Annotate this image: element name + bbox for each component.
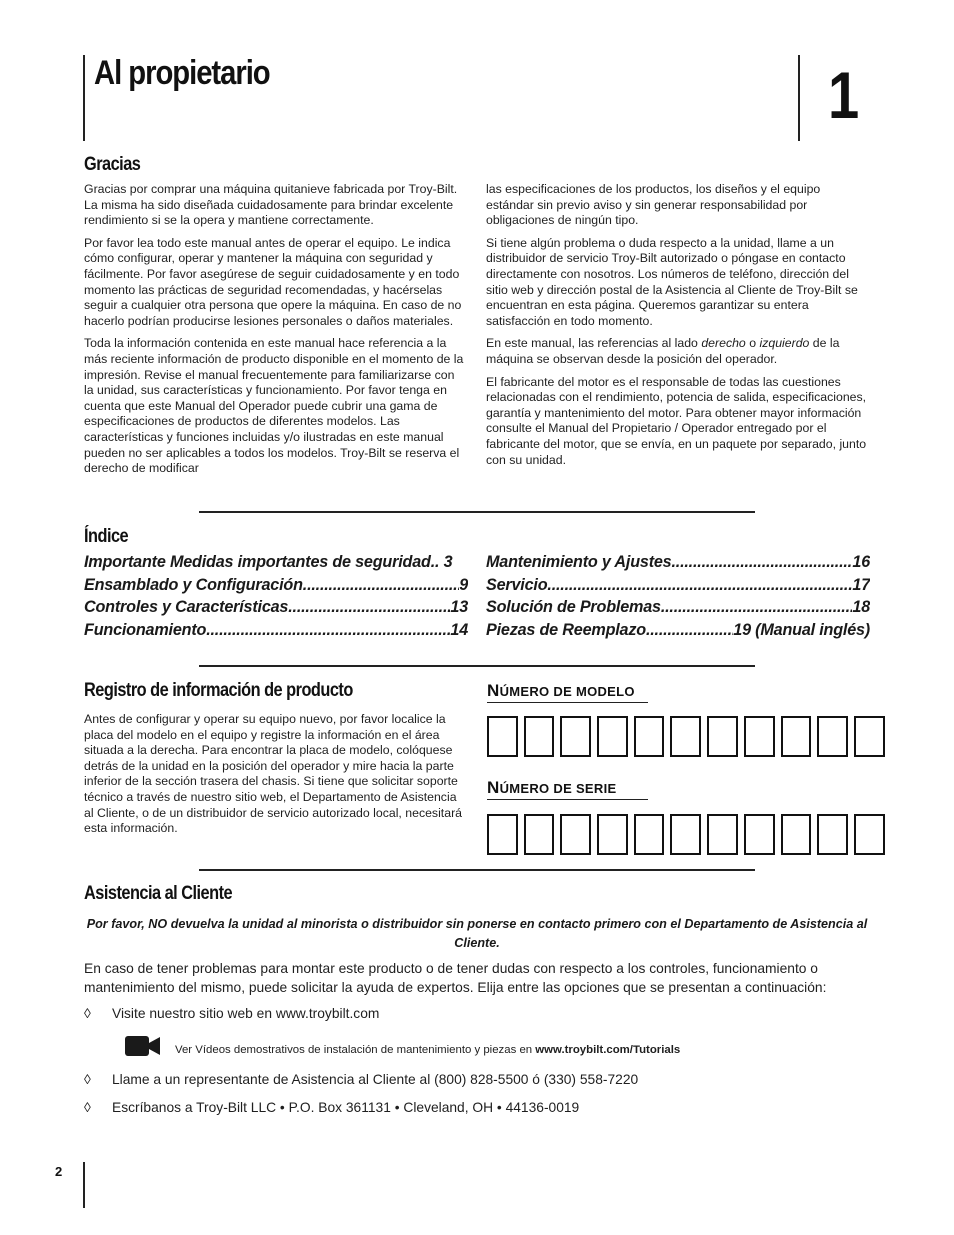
gracias-paragraph: las especificaciones de los productos, los diseños y el equipo estándar sin previo aviso y sin generar responsabilidad por obligaciones de ningún tipo. bbox=[486, 182, 821, 228]
serial-digit-box[interactable] bbox=[524, 814, 555, 855]
option-phone bbox=[84, 1072, 638, 1087]
model-digit-box[interactable] bbox=[597, 716, 628, 757]
model-digit-box[interactable] bbox=[854, 716, 885, 757]
return-warning: Por favor, NO devuelva la unidad al minorista o distribuidor sin ponerse en contacto primero con el Departamento de Asistencia al Cliente. bbox=[86, 917, 868, 950]
asistencia-heading: Asistencia al Cliente bbox=[84, 883, 233, 904]
chapter-title: Al propietario bbox=[94, 54, 270, 92]
video-tutorials-row bbox=[124, 1034, 680, 1063]
model-digit-box[interactable] bbox=[670, 716, 701, 757]
website-link[interactable]: Visite nuestro sitio web en www.troybilt.com bbox=[112, 1006, 380, 1021]
option-website bbox=[84, 1006, 379, 1021]
model-digit-box[interactable] bbox=[560, 716, 591, 757]
toc-entry[interactable]: Piezas de Reemplazo ..... 19 (Manual inglés) bbox=[486, 619, 870, 642]
toc-entry[interactable]: Importante Medidas importantes de seguridad .. 3 bbox=[84, 553, 453, 571]
gracias-paragraph: Por favor lea todo este manual antes de operar el equipo. Le indica cómo configurar, operar y mantener la máquina con seguridad y fácilmente. Por favor asegúrese de seguir cuidadosamente y en todo momento las prácticas de seguridad recomendadas, y hacérselas seguir a cualquier otra persona que opere la máquina. En caso de no hacerlo podrían producirse lesiones personales o daños materiales. bbox=[84, 235, 462, 328]
gracias-left-column bbox=[84, 182, 466, 484]
section-divider bbox=[199, 869, 755, 871]
gracias-paragraph: Toda la información contenida en este manual hace referencia a la más reciente información de producto disponible en el momento de la impresión. Revise el manual frecuentemente para familiarizarse con la unidad, sus características y funcionamiento. Por favor tenga en cuenta que este Manual del Operador puede cubrir una gama de especificaciones de productos de diferentes modelos. Las características y funciones incluidas y/o ilustradas en este manual pueden no ser aplicables a todos los modelos. Troy-Bilt se reserva el derecho de modificar bbox=[84, 336, 464, 476]
toc-entry[interactable]: Servicio ..... 17 bbox=[486, 574, 870, 597]
mail-address-text: Escríbanos a Troy-Bilt LLC • P.O. Box 361131 • Cleveland, OH • 44136-0019 bbox=[112, 1100, 580, 1115]
footer-bar bbox=[83, 1162, 85, 1208]
serial-digit-box[interactable] bbox=[781, 814, 812, 855]
tutorials-link[interactable]: www.troybilt.com/Tutorials bbox=[535, 1043, 681, 1056]
toc-entry[interactable]: Mantenimiento y Ajustes ..... 16 bbox=[486, 551, 870, 574]
toc-entry[interactable]: Solución de Problemas ..... 18 bbox=[486, 596, 870, 619]
chapter-bar-right bbox=[798, 55, 800, 141]
option-mail bbox=[84, 1100, 579, 1115]
model-digit-box[interactable] bbox=[524, 716, 555, 757]
video-tutorials-text: Ver Vídeos demostrativos de instalación de mantenimiento y piezas en www.troybilt.com/Tutorials bbox=[175, 1043, 681, 1056]
bullet-diamond-icon: ◊ bbox=[84, 1072, 91, 1087]
serial-digit-box[interactable] bbox=[560, 814, 591, 855]
bullet-diamond-icon: ◊ bbox=[84, 1006, 91, 1021]
gracias-paragraph: Si tiene algún problema o duda respecto a la unidad, llame a un distribuidor de servicio Troy-Bilt autorizado o póngase en contacto directamente con nosotros. Los números de teléfono, dirección del sitio web y dirección postal de la Asistencia al Cliente de Troy-Bilt se encuentran en esta página. Queremos garantizar su entera satisfacción en todo momento. bbox=[486, 235, 858, 328]
gracias-heading: Gracias bbox=[84, 154, 141, 175]
gracias-right-column bbox=[486, 182, 870, 475]
toc-right-column bbox=[486, 551, 870, 641]
serial-digit-box[interactable] bbox=[817, 814, 848, 855]
chapter-number: 1 bbox=[828, 58, 860, 132]
serial-digit-box[interactable] bbox=[854, 814, 885, 855]
gracias-paragraph: Gracias por comprar una máquina quitanieve fabricada por Troy-Bilt. La misma ha sido diseñada cuidadosamente para brindar excelente rendimiento si se la opera y mantiene correctamente. bbox=[84, 182, 458, 228]
model-digit-box[interactable] bbox=[781, 716, 812, 757]
model-label-underline bbox=[487, 702, 648, 703]
gracias-paragraph: En este manual, las referencias al lado derecho o izquierdo de la máquina se observan desde la posición del operador. bbox=[486, 336, 840, 366]
model-digit-box[interactable] bbox=[744, 716, 775, 757]
model-number-boxes[interactable] bbox=[487, 716, 885, 757]
emphasis-text: derecho bbox=[701, 336, 746, 351]
video-camera-icon bbox=[124, 1034, 161, 1063]
serial-digit-box[interactable] bbox=[744, 814, 775, 855]
serial-number-label: NÚMERO DE SERIE bbox=[487, 778, 617, 797]
serial-digit-box[interactable] bbox=[487, 814, 518, 855]
toc-entry[interactable]: Ensamblado y Configuración ..... 9 bbox=[84, 574, 468, 597]
model-digit-box[interactable] bbox=[487, 716, 518, 757]
gracias-paragraph: El fabricante del motor es el responsable de todas las cuestiones relacionadas con el rendimiento, potencia de salida, especificaciones, garantía y mantenimiento del motor. Para obtener mayor información consulte el Manual del Propietario / Operador entregado por el fabricante del motor, que se envía, en un paquete por separado, junto con su unidad. bbox=[486, 374, 867, 467]
registro-heading: Registro de información de producto bbox=[84, 680, 353, 701]
serial-digit-box[interactable] bbox=[707, 814, 738, 855]
serial-label-underline bbox=[487, 799, 648, 800]
model-digit-box[interactable] bbox=[707, 716, 738, 757]
emphasis-text: izquierdo bbox=[759, 336, 810, 351]
toc-left-column bbox=[84, 551, 468, 641]
chapter-bar-left bbox=[83, 55, 85, 141]
serial-number-boxes[interactable] bbox=[487, 814, 885, 855]
model-digit-box[interactable] bbox=[817, 716, 848, 757]
section-divider bbox=[199, 665, 755, 667]
assistance-intro: En caso de tener problemas para montar este producto o de tener dudas con respecto a los controles, funcionamiento o mantenimiento del mismo, puede solicitar la ayuda de expertos. Elija entre las opciones que se presentan a continuación: bbox=[84, 961, 827, 996]
bullet-diamond-icon: ◊ bbox=[84, 1100, 91, 1115]
page-number: 2 bbox=[55, 1164, 63, 1179]
serial-digit-box[interactable] bbox=[670, 814, 701, 855]
toc-entry[interactable]: Controles y Características ..... 13 bbox=[84, 596, 468, 619]
serial-digit-box[interactable] bbox=[634, 814, 665, 855]
phone-text: Llame a un representante de Asistencia al Cliente al (800) 828-5500 ó (330) 558-7220 bbox=[112, 1072, 639, 1087]
model-digit-box[interactable] bbox=[634, 716, 665, 757]
toc-entry[interactable]: Funcionamiento ..... 14 bbox=[84, 619, 468, 642]
section-divider bbox=[199, 511, 755, 513]
model-number-label: NÚMERO DE MODELO bbox=[487, 681, 635, 700]
registro-body: Antes de configurar y operar su equipo nuevo, por favor localice la placa del modelo en el equipo y registre la información en el área situada a la derecha. Para encontrar la placa de modelo, colóquese detrás de la unidad en la posición del operador y mire hacia la parte inferior de la sección trasera del chasis. Si tiene que solicitar soporte técnico a través de nuestro sitio web, el Departamento de Asistencia al Cliente, o de un distribuidor de servicio autorizado local, necesitará esta información. bbox=[84, 712, 462, 836]
serial-digit-box[interactable] bbox=[597, 814, 628, 855]
indice-heading: Índice bbox=[84, 526, 129, 547]
